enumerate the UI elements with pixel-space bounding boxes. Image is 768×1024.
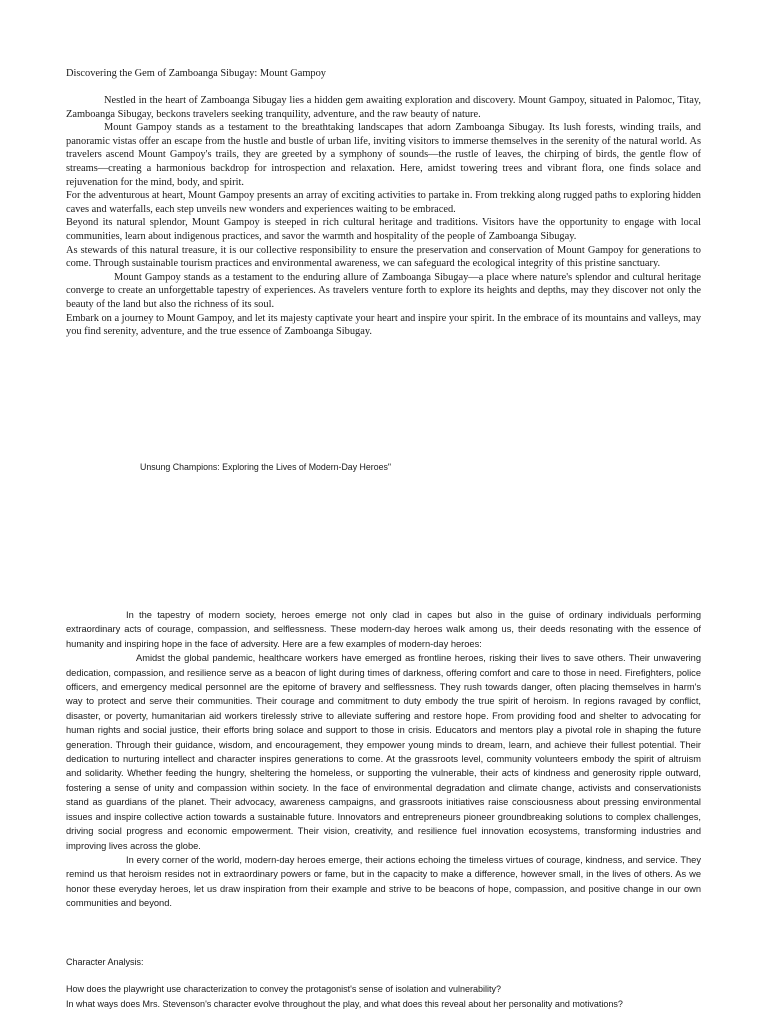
gampoy-paragraph-1: Nestled in the heart of Zamboanga Sibugay lies a hidden gem awaiting exploration and discovery. Mount Gampoy, situated in Palomoc, Titay, Zamboanga Sibugay, beckons travelers seeking tranquility, adventure, and the raw beauty of nature.	[66, 95, 701, 120]
question-list	[66, 982, 746, 1011]
question-1: How does the playwright use characterization to convey the protagonist's sense of isolation and vulnerability?	[66, 984, 501, 994]
character-analysis-heading: Character Analysis:	[66, 957, 144, 967]
gampoy-section	[66, 94, 701, 339]
gampoy-paragraph-6: Mount Gampoy stands as a testament to the enduring allure of Zamboanga Sibugay—a place where nature's splendor and cultural heritage converge to create an unforgettable tapestry of experiences. As travelers venture forth to explore its heights and depths, may they discover not only the beauty of the land but also the richness of its soul.	[66, 271, 701, 310]
heroes-paragraph-1: In the tapestry of modern society, heroes emerge not only clad in capes but also in the guise of ordinary individuals performing extraordinary acts of courage, compassion, and selflessness. These modern-day heroes walk among us, their deeds resonating with the essence of humanity and inspiring hope in the face of adversity. Here are a few examples of modern-day heroes:	[66, 610, 701, 649]
heroes-section	[66, 608, 701, 911]
heroes-paragraph-3: In every corner of the world, modern-day heroes emerge, their actions echoing the timeless virtues of courage, kindness, and service. They remind us that heroism resides not in extraordinary powers or fame, but in the capacity to make a difference, however small, in the lives of others. As we honor these everyday heroes, let us draw inspiration from their example and strive to be beacons of hope, compassion, and positive change in our own communities and beyond.	[66, 854, 701, 909]
heroes-title: Unsung Champions: Exploring the Lives of Modern-Day Heroes"	[140, 462, 392, 472]
question-2: In what ways does Mrs. Stevenson's character evolve throughout the play, and what does this reveal about her personality and motivations?	[66, 998, 623, 1009]
gampoy-paragraph-7: Embark on a journey to Mount Gampoy, and let its majesty captivate your heart and inspire your spirit. In the embrace of its mountains and valleys, may you find serenity, adventure, and the true essence of Zamboanga Sibugay.	[66, 312, 702, 338]
document-title: Discovering the Gem of Zamboanga Sibugay: Mount Gampoy	[66, 68, 327, 79]
gampoy-paragraph-2: Mount Gampoy stands as a testament to the breathtaking landscapes that adorn Zamboanga Sibugay. Its lush forests, winding trails, and panoramic vistas offer an escape from the hustle and bustle of urban life, inviting visitors to immerse themselves in the serenity of the natural world. As travelers ascend Mount Gampoy's trails, they are greeted by a symphony of sounds—the rustle of leaves, the chirping of birds, the gentle flow of streams—creating a harmonious backdrop for introspection and relaxation. Here, amidst towering trees and vibrant flora, one finds solace and rejuvenation for the mind, body, and spirit.	[66, 122, 701, 188]
gampoy-paragraph-4: Beyond its natural splendor, Mount Gampoy is steeped in rich cultural heritage and traditions. Visitors have the opportunity to engage with local communities, learn about indigenous practices, and savor the warmth and hospitality of the people of Zamboanga Sibugay.	[66, 217, 701, 242]
gampoy-paragraph-3: For the adventurous at heart, Mount Gampoy presents an array of exciting activities to partake in. From trekking along rugged paths to exploring hidden caves and waterfalls, each step unveils new wonders and experiences waiting to be embraced.	[66, 190, 701, 215]
gampoy-paragraph-5: As stewards of this natural treasure, it is our collective responsibility to ensure the preservation and conservation of Mount Gampoy for generations to come. Through sustainable tourism practices and environmental awareness, we can safeguard the ecological integrity of this pristine sanctuary.	[66, 244, 701, 270]
heroes-paragraph-2: Amidst the global pandemic, healthcare workers have emerged as frontline heroes, risking their lives to save others. Their unwavering dedication, compassion, and resilience serve as a beacon of light during times of darkness, offering comfort and care to those in need. Firefighters, police officers, and emergency medical personnel are the epitome of bravery and selflessness. They rush towards danger, often placing themselves in harm's way to protect and serve their communities. Their courage and commitment to duty embody the true spirit of heroism. In regions ravaged by conflict, disaster, or poverty, humanitarian aid workers tirelessly strive to alleviate suffering and restore hope. From providing food and shelter to advocating for human rights and social justice, their efforts bring solace and support to those in crisis. Educators and mentors play a pivotal role in shaping the future generation. Through their guidance, wisdom, and encouragement, they empower young minds to dream, learn, and achieve their fullest potential. Their dedication to nurturing intellect and character inspires generations to come. At the grassroots level, community volunteers embody the spirit of altruism and solidarity. Whether feeding the hungry, sheltering the homeless, or supporting the vulnerable, their acts of kindness and generosity ripple outward, fostering a sense of unity and compassion within society. In the face of environmental degradation and climate change, activists and conservationists stand as guardians of the planet. Their advocacy, awareness campaigns, and grassroots initiatives raise consciousness about pressing environmental issues and inspire collective action towards a sustainable future. Innovators and entrepreneurs pioneer groundbreaking solutions to complex challenges, driving social progress and economic empowerment. Their vision, creativity, and resilience fuel innovation ecosystems, transforming industries and improving lives across the globe.	[66, 653, 701, 851]
